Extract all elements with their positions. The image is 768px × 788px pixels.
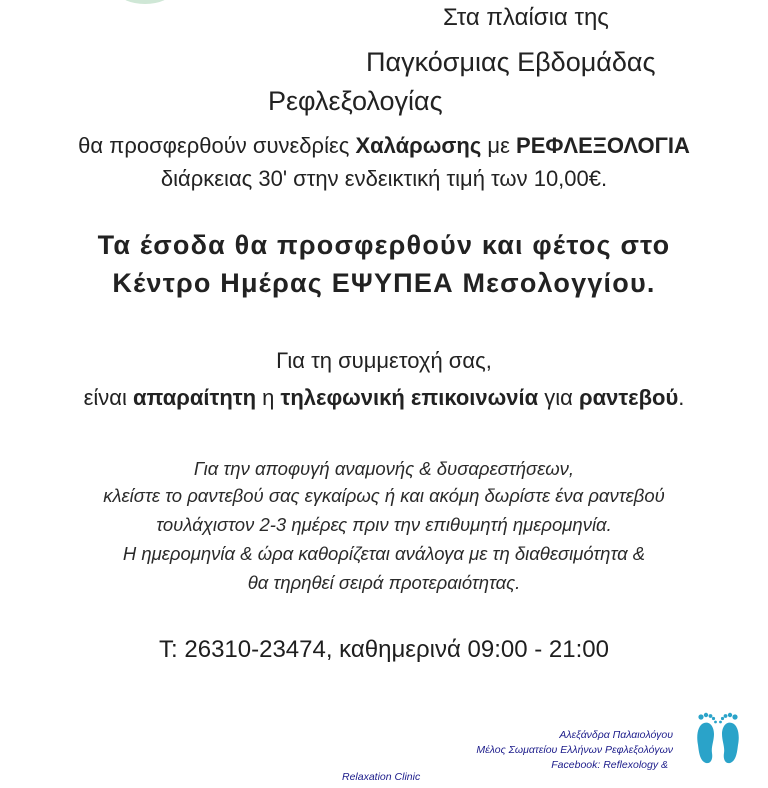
offer-text-with: με <box>481 133 517 158</box>
participation-line-1: Για τη συμμετοχή σας, <box>276 348 492 373</box>
intro-line: Στα πλαίσια της <box>443 4 609 31</box>
signature-membership: Μέλος Σωματείου Ελλήνων Ρεφλεξολόγων <box>476 744 673 756</box>
participation-text-3: για <box>538 385 579 410</box>
notice-line-4: Η ημερομηνία & ώρα καθορίζεται ανάλογα με τη διαθεσιμότητα & <box>122 543 646 564</box>
proceeds-line-2: Κέντρο Ημέρας ΕΨΥΠΕΑ Μεσολογγίου. <box>112 268 656 298</box>
participation-line-2 <box>0 385 768 411</box>
reflexology-word: ΡΕΦΛΕΞΟΛΟΓΙΑ <box>516 133 690 158</box>
notice-line-5: θα τηρηθεί σειρά προτεραιότητας. <box>247 572 521 593</box>
participation-period: . <box>678 385 685 410</box>
week-title: Παγκόσμιας Εβδομάδας <box>366 47 656 77</box>
decorative-corner-shape <box>118 0 172 4</box>
notice-line-3: τουλάχιστον 2-3 ημέρες πριν την επιθυμητή ημερομηνία. <box>156 514 612 535</box>
relaxation-word: Χαλάρωσης <box>355 133 482 158</box>
participation-text: είναι <box>83 385 133 410</box>
required-word: απαραίτητη <box>133 385 257 410</box>
appointment-word: ραντεβού <box>578 385 679 410</box>
signature-facebook: Facebook: Reflexology & <box>551 759 668 771</box>
notice-line-1: Για την αποφυγή αναμονής & δυσαρεστήσεων, <box>193 458 575 479</box>
offer-line-2: διάρκειας 30' στην ενδεικτική τιμή των 10,00€. <box>160 166 608 191</box>
signature-name: Αλεξάνδρα Παλαιολόγου <box>559 729 673 741</box>
notice-line-2: κλείστε το ραντεβού σας εγκαίρως ή και ακόμη δωρίστε ένα ραντεβού <box>103 485 665 506</box>
proceeds-line-1: Τα έσοδα θα προσφερθούν και φέτος στο <box>97 230 671 260</box>
signature-clinic: Relaxation Clinic <box>342 771 421 783</box>
offer-line-1 <box>0 133 768 159</box>
offer-text: θα προσφερθούν συνεδρίες <box>78 133 356 158</box>
reflexology-title: Ρεφλεξολογίας <box>268 86 443 116</box>
phone-contact-phrase: τηλεφωνική επικοινωνία <box>280 385 539 410</box>
feet-logo-icon <box>692 709 744 769</box>
participation-text-2: η <box>256 385 281 410</box>
phone-contact-line: Τ: 26310-23474, καθημερινά 09:00 - 21:00 <box>159 636 609 663</box>
